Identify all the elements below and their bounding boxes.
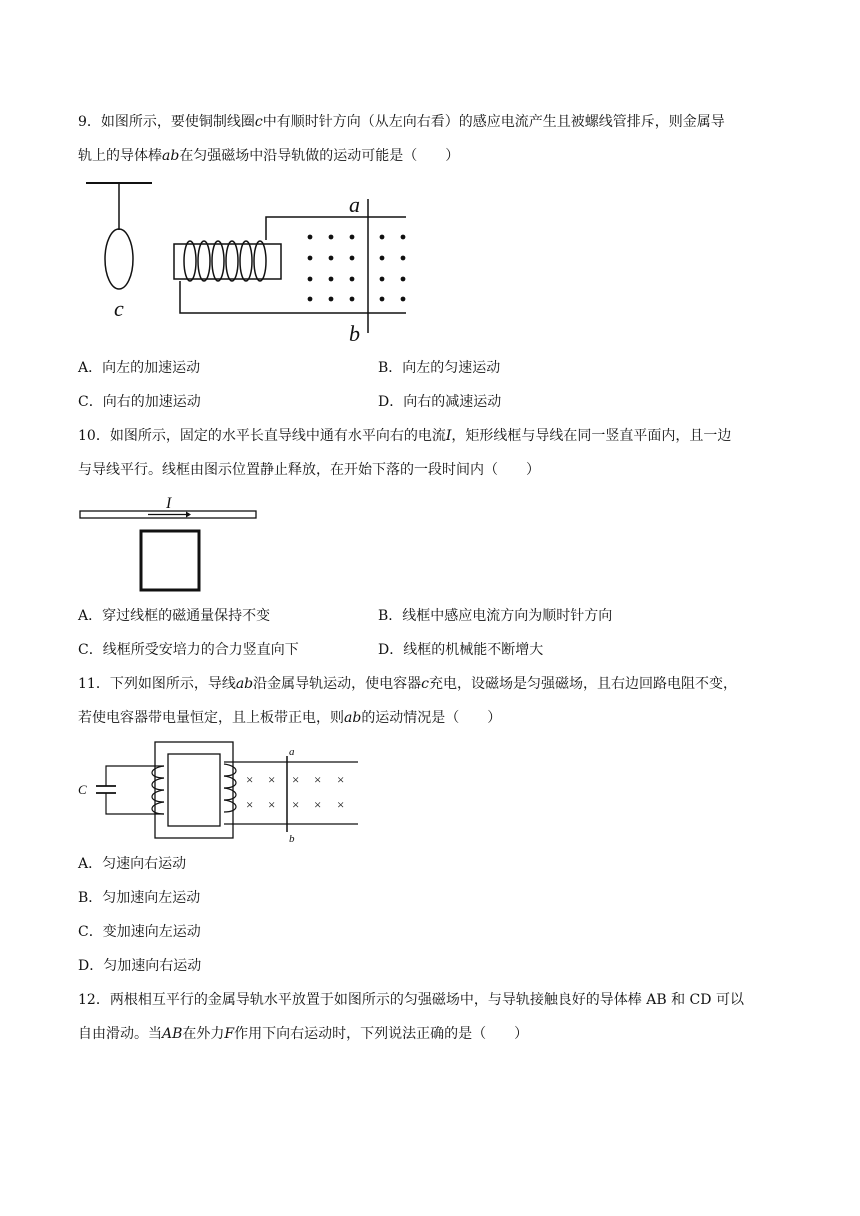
q9-lower-wire-and-rail [180,281,406,313]
svg-text:×: × [337,772,345,787]
q11-option-c[interactable]: C．变加速向左运动 [78,924,201,940]
q11-option-d[interactable]: D．匀加速向右运动 [78,958,202,974]
q11-transformer-core-outer [155,742,233,838]
svg-text:×: × [246,797,254,812]
q9-option-b[interactable]: B．向左的匀速运动 [378,360,501,376]
q11-secondary-coil [224,764,236,812]
q9-upper-wire-and-rail [266,217,406,240]
q10-option-a[interactable]: A．穿过线框的磁通量保持不变 [78,608,271,624]
svg-text:×: × [246,772,254,787]
q12-var-F: F [224,1026,235,1042]
q10-option-c[interactable]: C．线框所受安培力的合力竖直向下 [78,642,299,658]
q10-var-I: I [445,428,452,444]
svg-text:×: × [337,797,345,812]
q11-option-a[interactable]: A．匀速向右运动 [78,856,187,872]
q11-transformer-core-inner [168,754,220,826]
q10-figure-wire-and-frame [78,495,268,600]
q11-stem-line-2: 若使电容器带电量恒定，且上板带正电，则ab的运动情况是（ ） [78,710,502,726]
q9-label-c: c [114,296,124,321]
q9-figure-solenoid-circuit [78,175,418,345]
q11-label-b: b [289,833,295,844]
q11-label-a: a [289,746,295,758]
q11-var-ab: ab [235,676,254,692]
q11-magnetic-field-crosses [246,772,344,812]
q10-current-arrow-head [186,512,191,518]
q11-var-c: c [421,676,429,692]
q9-stem-line-2: 轨上的导体棒ab在匀强磁场中沿导轨做的运动可能是（ ） [78,148,460,164]
q11-primary-coil [152,766,164,814]
q12-var-AB: AB [162,1026,183,1042]
q10-option-b[interactable]: B．线框中感应电流方向为顺时针方向 [378,608,613,624]
svg-text:×: × [268,797,276,812]
q9-copper-coil [105,229,133,289]
q9-option-c[interactable]: C．向右的加速运动 [78,394,201,410]
q9-label-a: a [349,192,360,217]
q11-stem-line-1: 11．下列如图所示，导线ab沿金属导轨运动，使电容器c充电，设磁场是匀强磁场，且右边回路电阻不变， [78,676,737,692]
q9-var-ab: ab [162,148,180,164]
q10-stem-line-1: 10．如图所示，固定的水平长直导线中通有水平向右的电流I，矩形线框与导线在同一竖直平面内，且一边 [78,428,732,444]
q9-option-a[interactable]: A．向左的加速运动 [78,360,201,376]
svg-text:×: × [314,772,322,787]
svg-text:×: × [292,797,300,812]
q9-magnetic-field-dots [308,235,406,302]
q11-figure-transformer-circuit [78,738,368,844]
q12-stem-line-1: 12．两根相互平行的金属导轨水平放置于如图所示的匀强磁场中，与导轨接触良好的导体棒 AB 和 CD 可以 [78,992,744,1008]
q9-solenoid-windings [184,241,266,281]
q10-rectangular-frame [141,531,199,590]
svg-text:×: × [314,797,322,812]
q12-stem-line-2: 自由滑动。当AB在外力F作用下向右运动时，下列说法正确的是（ ） [78,1026,529,1042]
svg-text:×: × [268,772,276,787]
q10-label-I: I [166,495,172,512]
q11-var-ab-2: ab [344,710,362,726]
q11-option-b[interactable]: B．匀加速向左运动 [78,890,201,906]
q10-stem-line-2: 与导线平行。线框由图示位置静止释放，在开始下落的一段时间内（ ） [78,462,540,478]
svg-text:×: × [292,772,300,787]
q11-label-C: C [78,782,87,797]
q10-option-d[interactable]: D．线框的机械能不断增大 [378,642,544,658]
q9-label-b: b [349,321,360,345]
q9-stem-line-1: 9．如图所示，要使铜制线圈c中有顺时针方向（从左向右看）的感应电流产生且被螺线管排斥，则金属导 [78,114,725,130]
q9-var-c: c [254,114,263,130]
q9-option-d[interactable]: D．向右的减速运动 [378,394,502,410]
